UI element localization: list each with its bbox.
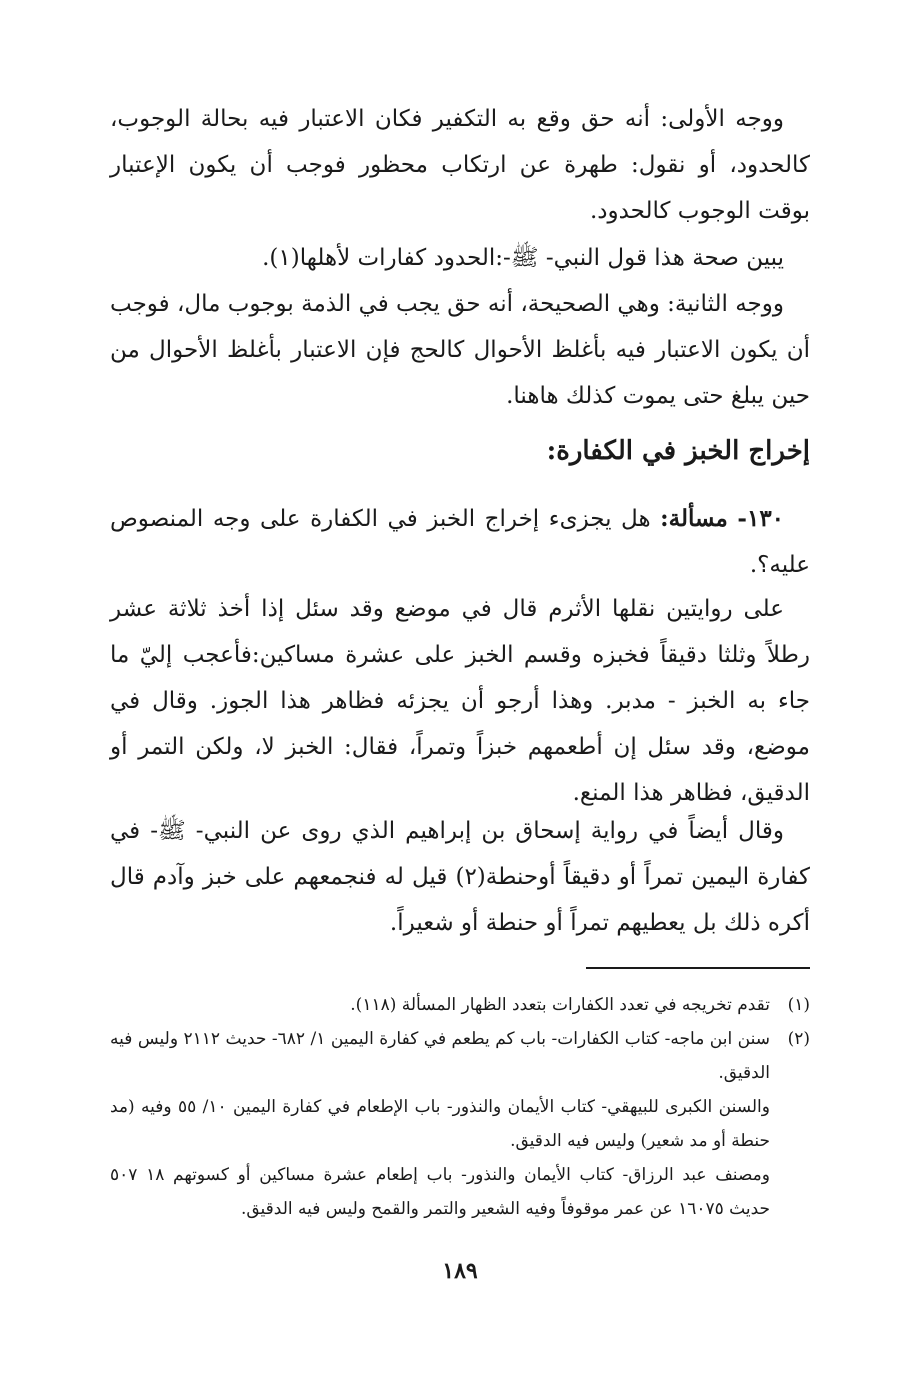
paragraph-ishaq-narration [110,808,810,946]
footnote-1-number: (١) [787,995,810,1015]
paragraph-hadith [110,235,810,281]
second-view-text: ووجه الثانية: وهي الصحيحة، أنه حق يجب في الذمة بوجوب مال، فوجب أن يكون الاعتبار فيه بأغلظ الأحوال كالحج فإن الاعتبار بأغلظ الأحوال من حين يبلغ حتى يموت كذلك هاهنا. [110,291,810,409]
paragraph-two-narrations [110,586,810,816]
issue-label: مسألة: [660,505,728,532]
issue-number: ١٣٠- [737,505,785,532]
section-heading-text: إخراج الخبز في الكفارة: [546,436,810,466]
hadith-text: يبين صحة هذا قول النبي- ﷺ-:الحدود كفارات لأهلها(١). [262,245,784,271]
ishaq-narration-text: وقال أيضاً في رواية إسحاق بن إبراهيم الذي روى عن النبي- ﷺ- في كفارة اليمين تمراً أو دقيقاً أوحنطة(٢) قيل له فنجمعهم على خبز وآدم قال أكره ذلك بل يعطيهم تمراً أو حنطة أو شعيراً. [110,818,811,936]
issue-paragraph [110,496,810,588]
issue-text: هل يجزىء إخراج الخبز في الكفارة على وجه المنصوص عليه؟. [110,506,810,578]
paragraph-issue [110,496,810,588]
footnote-1-text: تقدم تخريجه في تعدد الكفارات بتعدد الظهار المسألة (١١٨). [350,995,770,1015]
footnote-2-number: (٢) [787,1029,810,1049]
footnote-2-abdulrazzaq: ومصنف عبد الرزاق- كتاب الأيمان والنذور- باب إطعام عشرة مساكين أو كسوتهم ١٨ ٥٠٧ حديث ١٦٠٧٥ عن عمر موقوفاً وفيه الشعير والتمر والقمح وليس فيه الدقيق. [110,1165,770,1219]
footnote-divider [586,967,810,969]
first-view-text: ووجه الأولى: أنه حق وقع به التكفير فكان الاعتبار فيه بحالة الوجوب، كالحدود، أو نقول: طهرة عن ارتكاب محظور فوجب أن يكون الإعتبار بوقت الوجوب كالحدود. [110,106,810,224]
footnote-2 [110,1022,810,1226]
two-narrations-text: على روايتين نقلها الأثرم قال في موضع وقد سئل إذا أخذ ثلاثة عشر رطلاً وثلثا دقيقاً فخبزه وقسم الخبز على عشرة مساكين:فأعجب إليّ ما جاء به الخبز - مدبر. وهذا أرجو أن يجزئه فظاهر هذا الجوز. وقال في موضع، وقد سئل إن أطعمهم خبزاً وتمراً، فقال: الخبز لا، ولكن التمر أو الدقيق، فظاهر هذا المنع. [110,596,810,806]
page-number: ١٨٩ [442,1258,478,1284]
section-heading [110,428,810,474]
footnote-1 [110,988,810,1022]
paragraph-second-view [110,281,810,419]
footnote-2-text: سنن ابن ماجه- كتاب الكفارات- باب كم يطعم في كفارة اليمين ١/ ٦٨٢- حديث ٢١١٢ وليس فيه الدقيق. [110,1029,770,1083]
paragraph-first-view [110,96,810,234]
footnote-2-bayhaqi: والسنن الكبرى للبيهقي- كتاب الأيمان والنذور- باب الإطعام في كفارة اليمين ١٠/ ٥٥ وفيه (مد حنطة أو مد شعير) وليس فيه الدقيق. [110,1097,770,1151]
